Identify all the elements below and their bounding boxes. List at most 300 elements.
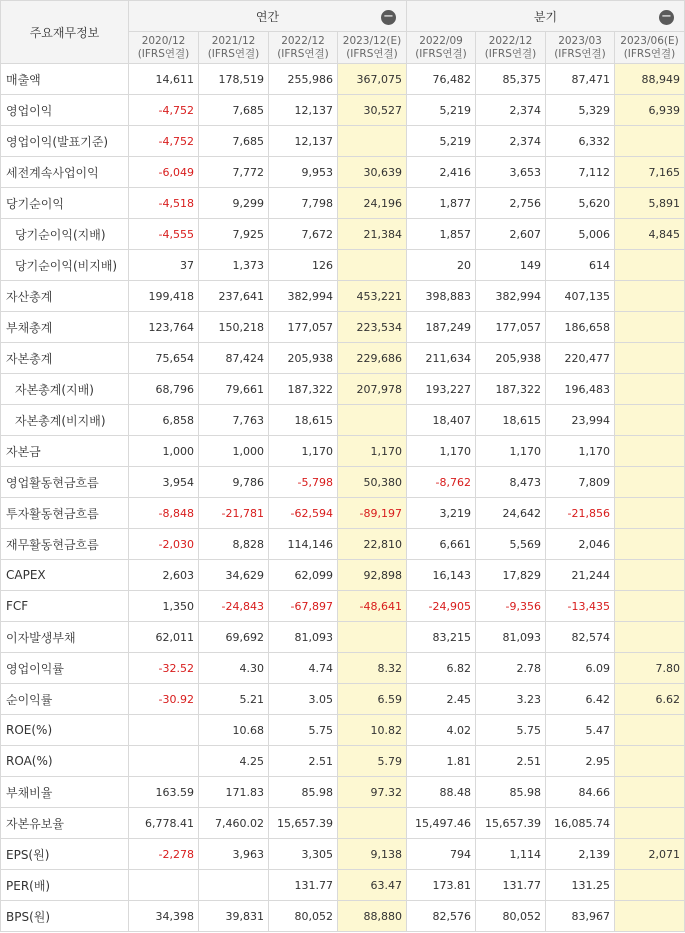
- table-cell: 5,620: [546, 188, 615, 219]
- table-cell: 7.80: [615, 653, 685, 684]
- table-cell: 12,137: [269, 95, 338, 126]
- table-cell: 68,796: [129, 374, 199, 405]
- table-cell: 9,786: [199, 467, 269, 498]
- row-label: 자본유보율: [1, 808, 129, 839]
- row-label: 영업이익률: [1, 653, 129, 684]
- row-label: 순이익률: [1, 684, 129, 715]
- annual-group-header: [129, 1, 407, 32]
- table-cell: 453,221: [338, 281, 407, 312]
- row-label: 이자발생부채: [1, 622, 129, 653]
- table-cell: [129, 870, 199, 901]
- table-cell: [615, 746, 685, 777]
- table-cell: 63.47: [338, 870, 407, 901]
- table-cell: [615, 467, 685, 498]
- table-row: [1, 901, 685, 932]
- period-basis: (IFRS연결): [277, 47, 329, 60]
- table-cell: [615, 870, 685, 901]
- row-label: PER(배): [1, 870, 129, 901]
- table-cell: 79,661: [199, 374, 269, 405]
- table-cell: 1.81: [407, 746, 476, 777]
- row-label: 자본금: [1, 436, 129, 467]
- period-header: [615, 32, 685, 64]
- table-cell: 255,986: [269, 64, 338, 95]
- table-cell: -62,594: [269, 498, 338, 529]
- table-cell: 223,534: [338, 312, 407, 343]
- table-cell: [615, 405, 685, 436]
- table-cell: 382,994: [269, 281, 338, 312]
- table-row: [1, 467, 685, 498]
- table-cell: -2,278: [129, 839, 199, 870]
- table-cell: 3,219: [407, 498, 476, 529]
- table-cell: -6,049: [129, 157, 199, 188]
- table-cell: 2.45: [407, 684, 476, 715]
- table-cell: 84.66: [546, 777, 615, 808]
- table-row: [1, 560, 685, 591]
- table-cell: 171.83: [199, 777, 269, 808]
- table-row: [1, 870, 685, 901]
- table-cell: 7,763: [199, 405, 269, 436]
- table-cell: -4,518: [129, 188, 199, 219]
- table-cell: 207,978: [338, 374, 407, 405]
- table-cell: 187,322: [269, 374, 338, 405]
- table-cell: 76,482: [407, 64, 476, 95]
- quarterly-label: 분기: [533, 9, 558, 24]
- period-basis: (IFRS연결): [346, 47, 398, 60]
- table-cell: 123,764: [129, 312, 199, 343]
- table-cell: [615, 529, 685, 560]
- table-row: [1, 839, 685, 870]
- table-cell: 83,215: [407, 622, 476, 653]
- table-cell: 8.32: [338, 653, 407, 684]
- table-row: [1, 312, 685, 343]
- table-cell: 398,883: [407, 281, 476, 312]
- table-cell: 6,939: [615, 95, 685, 126]
- table-row: [1, 808, 685, 839]
- table-cell: [615, 250, 685, 281]
- table-row: [1, 157, 685, 188]
- table-cell: 8,828: [199, 529, 269, 560]
- table-cell: 9,953: [269, 157, 338, 188]
- table-row: [1, 591, 685, 622]
- period-label: 2020/12: [141, 34, 186, 47]
- table-cell: 4.02: [407, 715, 476, 746]
- table-cell: 6,858: [129, 405, 199, 436]
- quarterly-collapse-button[interactable]: −: [659, 10, 674, 25]
- table-cell: 2.51: [269, 746, 338, 777]
- table-cell: 30,527: [338, 95, 407, 126]
- table-cell: 196,483: [546, 374, 615, 405]
- period-basis: (IFRS연결): [623, 47, 676, 60]
- table-cell: -21,856: [546, 498, 615, 529]
- table-cell: 7,798: [269, 188, 338, 219]
- table-cell: 205,938: [269, 343, 338, 374]
- table-row: [1, 653, 685, 684]
- table-cell: -67,897: [269, 591, 338, 622]
- table-cell: 3,954: [129, 467, 199, 498]
- table-cell: 69,692: [199, 622, 269, 653]
- table-cell: 2,416: [407, 157, 476, 188]
- row-label: CAPEX: [1, 560, 129, 591]
- table-cell: 2,607: [476, 219, 546, 250]
- period-header: [269, 32, 338, 64]
- period-header: [199, 32, 269, 64]
- table-cell: 18,615: [476, 405, 546, 436]
- table-cell: [615, 591, 685, 622]
- table-cell: 407,135: [546, 281, 615, 312]
- row-label: 자산총계: [1, 281, 129, 312]
- row-label: ROE(%): [1, 715, 129, 746]
- table-cell: 1,000: [129, 436, 199, 467]
- table-cell: 5,219: [407, 126, 476, 157]
- table-cell: [199, 870, 269, 901]
- table-cell: [338, 405, 407, 436]
- period-basis: (IFRS연결): [554, 47, 606, 60]
- table-row: [1, 622, 685, 653]
- row-label: FCF: [1, 591, 129, 622]
- row-label: EPS(원): [1, 839, 129, 870]
- table-cell: -4,555: [129, 219, 199, 250]
- period-label: 2022/09: [419, 34, 463, 47]
- row-label: 당기순이익(지배): [1, 219, 129, 250]
- table-cell: 6.42: [546, 684, 615, 715]
- table-cell: 1,857: [407, 219, 476, 250]
- table-cell: 62,099: [269, 560, 338, 591]
- table-row: [1, 374, 685, 405]
- table-cell: 6.59: [338, 684, 407, 715]
- table-cell: -24,843: [199, 591, 269, 622]
- table-cell: 88.48: [407, 777, 476, 808]
- table-cell: 88,949: [615, 64, 685, 95]
- table-cell: 5.75: [476, 715, 546, 746]
- table-cell: -9,356: [476, 591, 546, 622]
- table-cell: [615, 436, 685, 467]
- table-cell: 17,829: [476, 560, 546, 591]
- table-cell: 177,057: [269, 312, 338, 343]
- table-cell: 7,925: [199, 219, 269, 250]
- table-cell: 24,196: [338, 188, 407, 219]
- row-label: 당기순이익: [1, 188, 129, 219]
- row-label: 투자활동현금흐름: [1, 498, 129, 529]
- table-cell: [615, 808, 685, 839]
- table-cell: 85,375: [476, 64, 546, 95]
- table-cell: 10.68: [199, 715, 269, 746]
- table-cell: 5,891: [615, 188, 685, 219]
- table-cell: 150,218: [199, 312, 269, 343]
- table-cell: 85.98: [476, 777, 546, 808]
- table-cell: 220,477: [546, 343, 615, 374]
- table-cell: 6.62: [615, 684, 685, 715]
- table-cell: 186,658: [546, 312, 615, 343]
- table-cell: 173.81: [407, 870, 476, 901]
- table-cell: 229,686: [338, 343, 407, 374]
- table-cell: -8,848: [129, 498, 199, 529]
- table-cell: 80,052: [476, 901, 546, 932]
- table-cell: [615, 901, 685, 932]
- table-cell: 382,994: [476, 281, 546, 312]
- corner-header: 주요재무정보: [1, 1, 129, 64]
- table-row: [1, 188, 685, 219]
- table-cell: [615, 498, 685, 529]
- period-basis: (IFRS연결): [484, 47, 537, 60]
- table-cell: -89,197: [338, 498, 407, 529]
- period-header: [129, 32, 199, 64]
- table-cell: 7,685: [199, 126, 269, 157]
- table-cell: 1,170: [338, 436, 407, 467]
- table-cell: 3,653: [476, 157, 546, 188]
- table-cell: 81,093: [269, 622, 338, 653]
- table-cell: 2,374: [476, 126, 546, 157]
- table-row: [1, 64, 685, 95]
- table-cell: [615, 312, 685, 343]
- row-label: 영업이익(발표기준): [1, 126, 129, 157]
- table-cell: 114,146: [269, 529, 338, 560]
- table-cell: 2.78: [476, 653, 546, 684]
- table-cell: 87,424: [199, 343, 269, 374]
- table-cell: 50,380: [338, 467, 407, 498]
- table-cell: 614: [546, 250, 615, 281]
- table-cell: 34,398: [129, 901, 199, 932]
- table-cell: 237,641: [199, 281, 269, 312]
- table-cell: 9,138: [338, 839, 407, 870]
- table-row: [1, 436, 685, 467]
- table-cell: 7,809: [546, 467, 615, 498]
- table-cell: -13,435: [546, 591, 615, 622]
- period-label: 2021/12: [211, 34, 256, 47]
- table-cell: 6.82: [407, 653, 476, 684]
- row-label: 매출액: [1, 64, 129, 95]
- table-cell: -21,781: [199, 498, 269, 529]
- row-label: 영업이익: [1, 95, 129, 126]
- table-cell: 1,373: [199, 250, 269, 281]
- table-cell: 83,967: [546, 901, 615, 932]
- table-cell: 7,685: [199, 95, 269, 126]
- table-cell: 2,139: [546, 839, 615, 870]
- table-cell: -4,752: [129, 95, 199, 126]
- table-cell: 1,350: [129, 591, 199, 622]
- table-cell: -32.52: [129, 653, 199, 684]
- table-cell: 2.51: [476, 746, 546, 777]
- table-row: [1, 343, 685, 374]
- table-cell: 7,672: [269, 219, 338, 250]
- table-cell: -4,752: [129, 126, 199, 157]
- table-cell: -8,762: [407, 467, 476, 498]
- table-cell: 3.23: [476, 684, 546, 715]
- table-cell: 187,322: [476, 374, 546, 405]
- table-row: [1, 715, 685, 746]
- table-row: [1, 777, 685, 808]
- table-cell: 1,000: [199, 436, 269, 467]
- table-cell: 2,374: [476, 95, 546, 126]
- row-label: 자본총계(지배): [1, 374, 129, 405]
- table-cell: 2,071: [615, 839, 685, 870]
- table-cell: -24,905: [407, 591, 476, 622]
- period-header: [407, 32, 476, 64]
- table-cell: 30,639: [338, 157, 407, 188]
- table-cell: 6,661: [407, 529, 476, 560]
- table-cell: [129, 746, 199, 777]
- quarterly-group-header: [407, 1, 685, 32]
- table-cell: 22,810: [338, 529, 407, 560]
- table-cell: 12,137: [269, 126, 338, 157]
- period-label: 2023/03: [558, 34, 602, 47]
- table-cell: 5.75: [269, 715, 338, 746]
- row-label: 영업활동현금흐름: [1, 467, 129, 498]
- period-basis: (IFRS연결): [137, 47, 190, 60]
- table-cell: [615, 374, 685, 405]
- period-basis: (IFRS연결): [207, 47, 260, 60]
- table-cell: 34,629: [199, 560, 269, 591]
- table-cell: 16,085.74: [546, 808, 615, 839]
- table-cell: 85.98: [269, 777, 338, 808]
- table-cell: 1,114: [476, 839, 546, 870]
- period-label: 2022/12: [281, 34, 325, 47]
- table-cell: -48,641: [338, 591, 407, 622]
- table-cell: 1,170: [546, 436, 615, 467]
- table-cell: 205,938: [476, 343, 546, 374]
- table-cell: 82,574: [546, 622, 615, 653]
- table-cell: [615, 622, 685, 653]
- table-row: [1, 126, 685, 157]
- row-label: 재무활동현금흐름: [1, 529, 129, 560]
- table-cell: 24,642: [476, 498, 546, 529]
- table-cell: 177,057: [476, 312, 546, 343]
- table-cell: 1,877: [407, 188, 476, 219]
- table-cell: 4.74: [269, 653, 338, 684]
- table-cell: 6.09: [546, 653, 615, 684]
- period-header: [546, 32, 615, 64]
- period-label: 2023/06(E): [620, 34, 679, 47]
- table-cell: 80,052: [269, 901, 338, 932]
- period-label: 2023/12(E): [342, 34, 402, 47]
- table-cell: 4.30: [199, 653, 269, 684]
- table-body: [1, 64, 685, 932]
- table-cell: 2,603: [129, 560, 199, 591]
- table-cell: 10.82: [338, 715, 407, 746]
- row-label: 부채비율: [1, 777, 129, 808]
- table-cell: 5.47: [546, 715, 615, 746]
- table-cell: 23,994: [546, 405, 615, 436]
- table-cell: 4.25: [199, 746, 269, 777]
- period-header: [476, 32, 546, 64]
- table-cell: 18,407: [407, 405, 476, 436]
- table-cell: 62,011: [129, 622, 199, 653]
- table-cell: 97.32: [338, 777, 407, 808]
- table-cell: 193,227: [407, 374, 476, 405]
- row-label: ROA(%): [1, 746, 129, 777]
- table-cell: 7,165: [615, 157, 685, 188]
- table-row: [1, 250, 685, 281]
- table-cell: 794: [407, 839, 476, 870]
- table-cell: 92,898: [338, 560, 407, 591]
- table-cell: 6,332: [546, 126, 615, 157]
- table-cell: 16,143: [407, 560, 476, 591]
- table-cell: 2.95: [546, 746, 615, 777]
- table-cell: 1,170: [407, 436, 476, 467]
- table-cell: [338, 126, 407, 157]
- row-label: 자본총계(비지배): [1, 405, 129, 436]
- table-cell: 18,615: [269, 405, 338, 436]
- period-header: [338, 32, 407, 64]
- table-cell: [129, 715, 199, 746]
- table-cell: 5.21: [199, 684, 269, 715]
- table-cell: [615, 126, 685, 157]
- table-cell: [615, 777, 685, 808]
- table-cell: 82,576: [407, 901, 476, 932]
- table-cell: 163.59: [129, 777, 199, 808]
- table-cell: 20: [407, 250, 476, 281]
- table-row: [1, 498, 685, 529]
- table-row: [1, 405, 685, 436]
- table-cell: 187,249: [407, 312, 476, 343]
- row-label: 부채총계: [1, 312, 129, 343]
- table-cell: [615, 343, 685, 374]
- table-cell: 4,845: [615, 219, 685, 250]
- table-row: [1, 684, 685, 715]
- table-cell: 131.77: [476, 870, 546, 901]
- table-cell: 5,006: [546, 219, 615, 250]
- table-cell: 6,778.41: [129, 808, 199, 839]
- table-cell: [615, 560, 685, 591]
- table-cell: 14,611: [129, 64, 199, 95]
- table-cell: 75,654: [129, 343, 199, 374]
- table-cell: 81,093: [476, 622, 546, 653]
- table-cell: 21,244: [546, 560, 615, 591]
- table-cell: 211,634: [407, 343, 476, 374]
- table-cell: 199,418: [129, 281, 199, 312]
- table-cell: 37: [129, 250, 199, 281]
- table-cell: 131.25: [546, 870, 615, 901]
- table-cell: 15,497.46: [407, 808, 476, 839]
- table-cell: 7,112: [546, 157, 615, 188]
- table-row: [1, 529, 685, 560]
- annual-label: 연간: [255, 9, 280, 24]
- table-cell: [338, 250, 407, 281]
- table-cell: 178,519: [199, 64, 269, 95]
- table-cell: 2,046: [546, 529, 615, 560]
- table-row: [1, 219, 685, 250]
- table-cell: 7,460.02: [199, 808, 269, 839]
- annual-collapse-button[interactable]: −: [381, 10, 396, 25]
- table-cell: -30.92: [129, 684, 199, 715]
- table-cell: -2,030: [129, 529, 199, 560]
- table-cell: [338, 808, 407, 839]
- table-cell: [338, 622, 407, 653]
- table-cell: 3,305: [269, 839, 338, 870]
- table-cell: 5,219: [407, 95, 476, 126]
- table-cell: 131.77: [269, 870, 338, 901]
- table-cell: 126: [269, 250, 338, 281]
- table-cell: 88,880: [338, 901, 407, 932]
- table-cell: 7,772: [199, 157, 269, 188]
- table-cell: 9,299: [199, 188, 269, 219]
- table-cell: 1,170: [269, 436, 338, 467]
- table-cell: [615, 281, 685, 312]
- row-label: 당기순이익(비지배): [1, 250, 129, 281]
- row-label: 세전계속사업이익: [1, 157, 129, 188]
- period-label: 2022/12: [488, 34, 533, 47]
- table-row: [1, 95, 685, 126]
- table-cell: [615, 715, 685, 746]
- table-row: [1, 746, 685, 777]
- table-row: [1, 281, 685, 312]
- table-cell: 21,384: [338, 219, 407, 250]
- table-cell: 39,831: [199, 901, 269, 932]
- table-cell: 87,471: [546, 64, 615, 95]
- table-cell: 3,963: [199, 839, 269, 870]
- table-cell: 5.79: [338, 746, 407, 777]
- table-cell: -5,798: [269, 467, 338, 498]
- table-cell: 5,329: [546, 95, 615, 126]
